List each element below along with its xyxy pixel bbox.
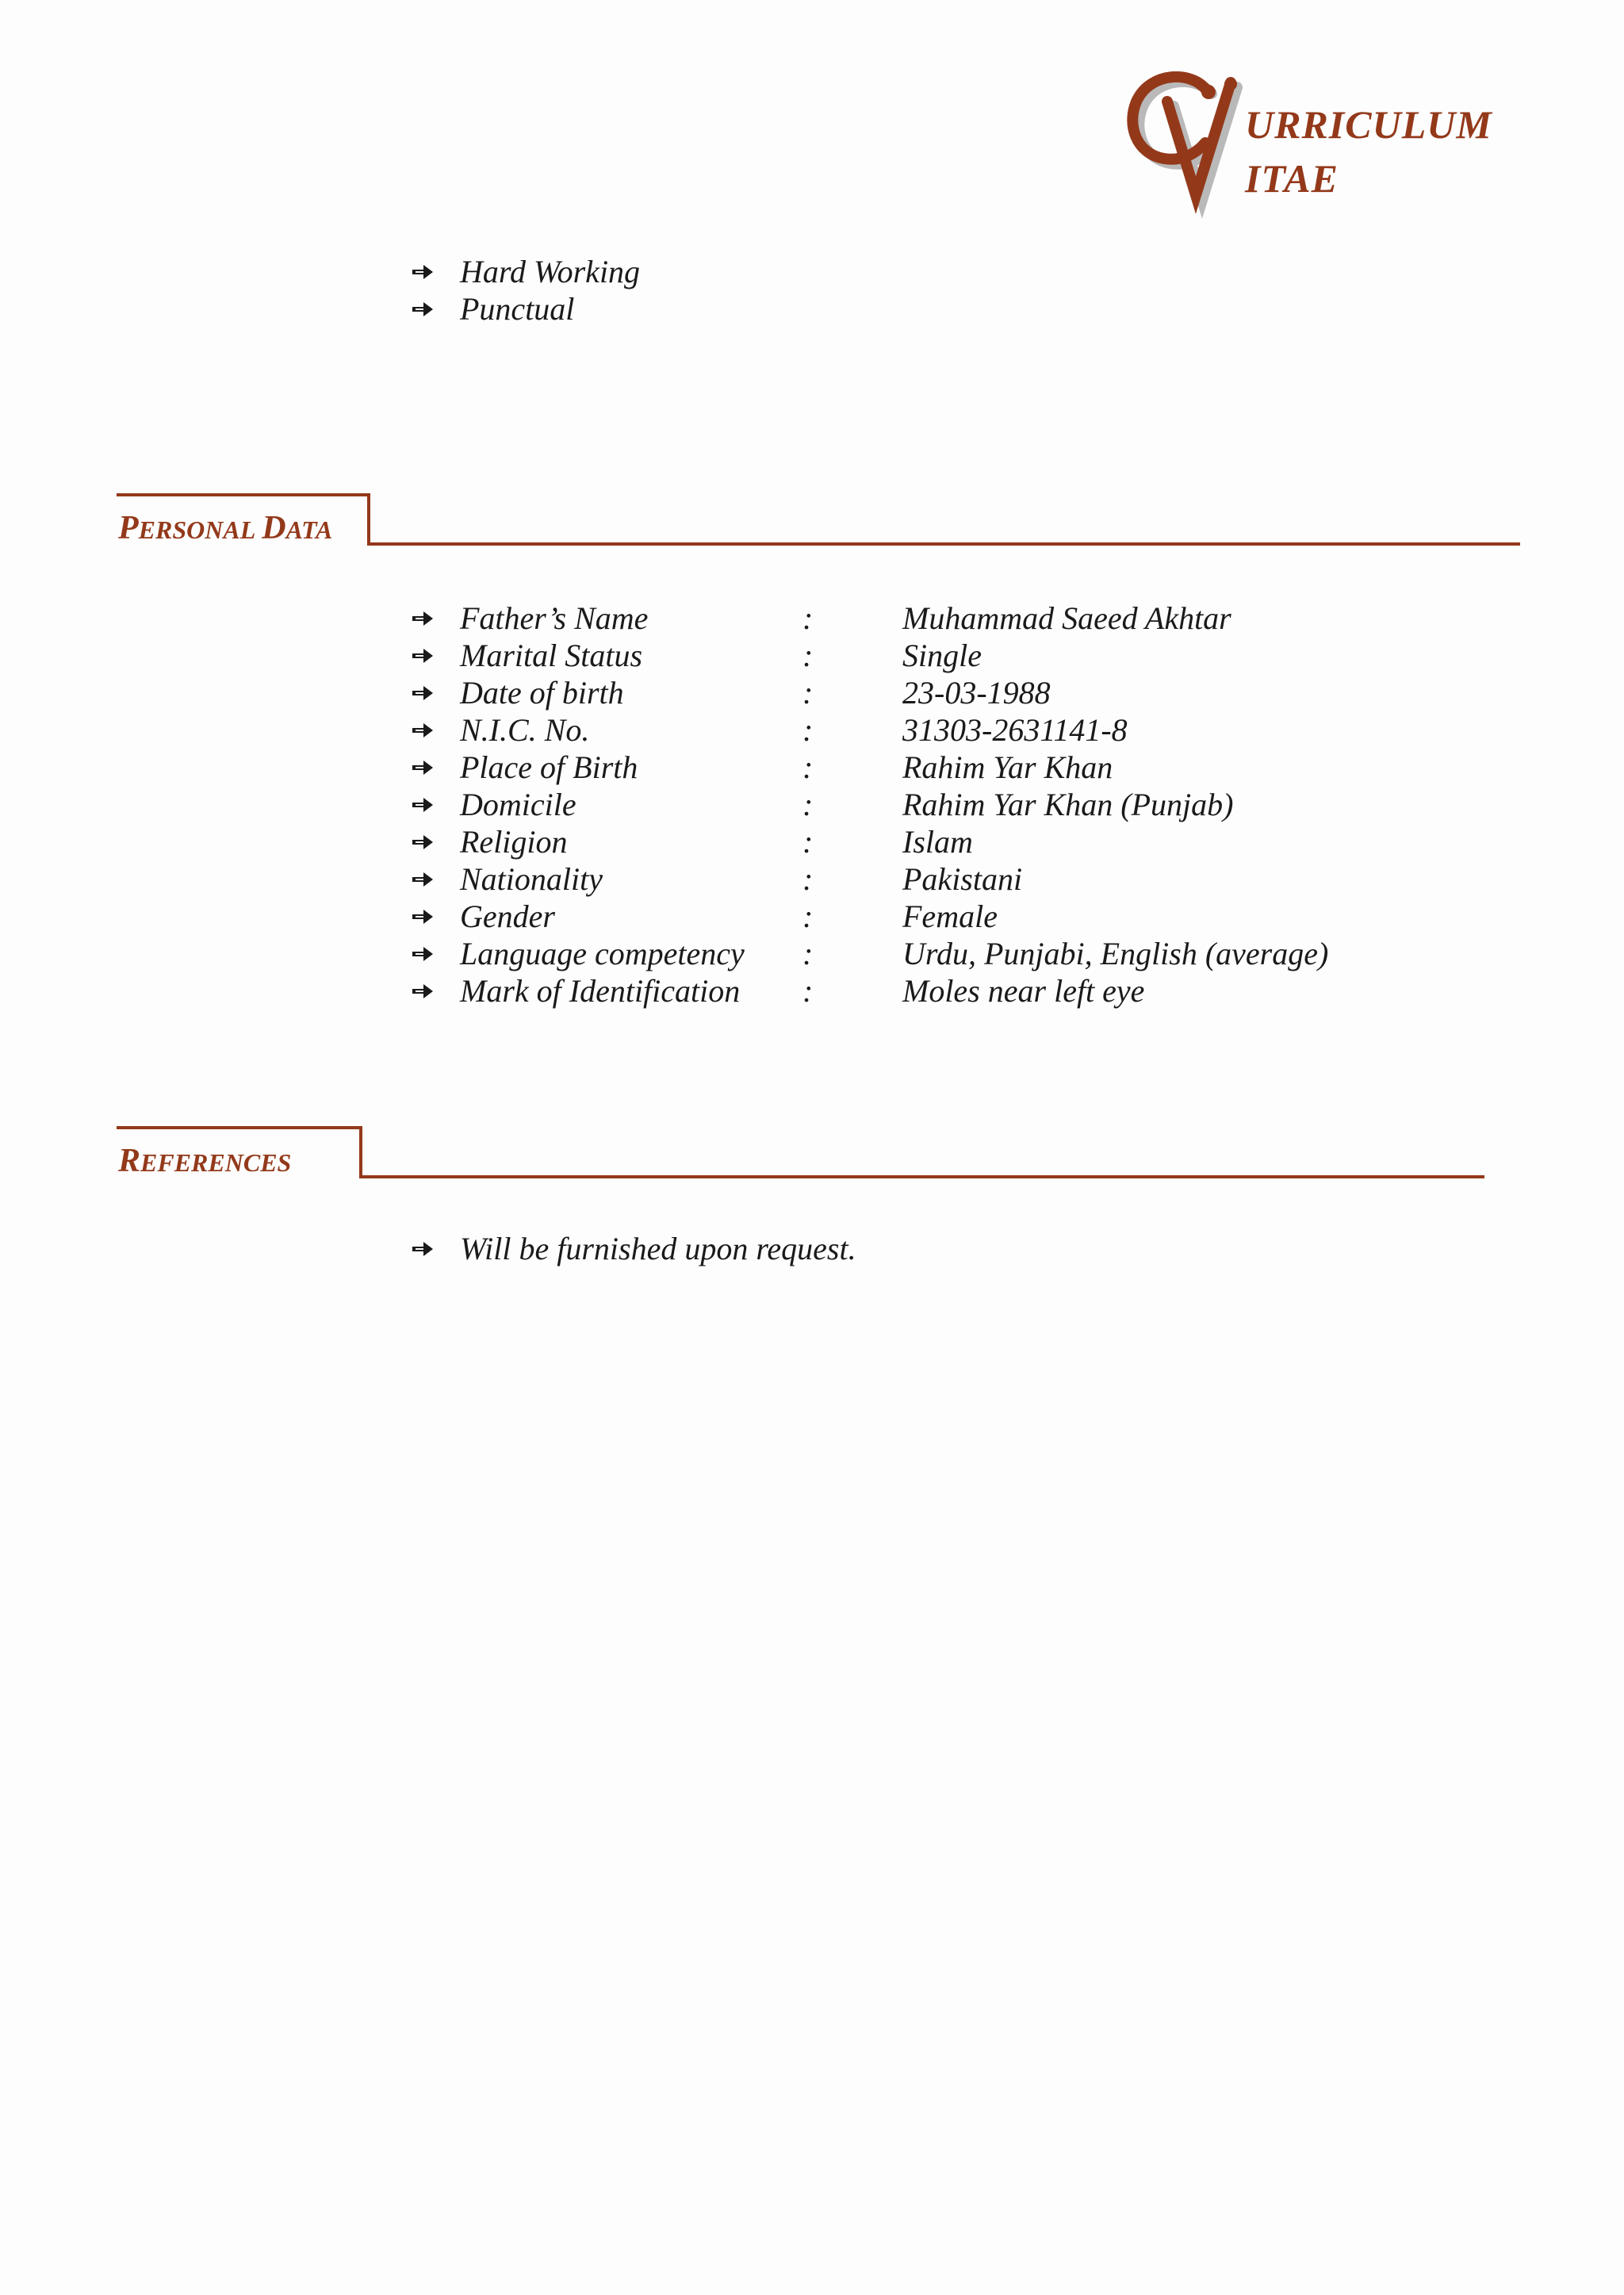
field-label: Domicile xyxy=(460,787,576,822)
field-label: Nationality xyxy=(460,861,603,897)
logo-word-curriculum: URRICULUM xyxy=(1245,102,1492,147)
field-separator: : xyxy=(802,936,814,971)
field-value: Islam xyxy=(902,824,973,860)
field-separator: : xyxy=(802,600,814,636)
field-separator: : xyxy=(802,898,814,934)
field-value: 23-03-1988 xyxy=(902,675,1051,711)
reference-text: Will be furnished upon request. xyxy=(460,1231,856,1266)
logo-word-vitae: ITAE xyxy=(1245,156,1339,201)
field-value: Rahim Yar Khan (Punjab) xyxy=(902,787,1234,822)
field-separator: : xyxy=(802,973,814,1009)
arrow-bullet-icon xyxy=(411,263,435,281)
field-label: Gender xyxy=(460,898,555,934)
arrow-bullet-icon xyxy=(411,871,435,888)
section-header-frame xyxy=(117,1125,1484,1180)
strength-text: Punctual xyxy=(460,291,575,327)
field-value: Pakistani xyxy=(902,861,1023,897)
field-label: Place of Birth xyxy=(460,749,638,785)
field-label: Father’s Name xyxy=(460,600,649,636)
field-label: Date of birth xyxy=(460,675,624,711)
arrow-bullet-icon xyxy=(411,684,435,702)
field-value: Moles near left eye xyxy=(902,973,1145,1009)
field-separator: : xyxy=(802,712,814,748)
field-separator: : xyxy=(802,787,814,822)
field-label: Marital Status xyxy=(460,638,643,673)
cv-monogram-logo xyxy=(1126,71,1245,222)
field-separator: : xyxy=(802,861,814,897)
references-header xyxy=(117,1125,1484,1180)
arrow-bullet-icon xyxy=(411,833,435,851)
field-label: N.I.C. No. xyxy=(460,712,590,748)
section-title: PERSONAL DATA xyxy=(118,510,333,546)
section-title: REFERENCES xyxy=(118,1143,292,1179)
field-value: Muhammad Saeed Akhtar xyxy=(902,600,1231,636)
arrow-bullet-icon xyxy=(411,983,435,1000)
field-value: Single xyxy=(902,638,982,673)
field-separator: : xyxy=(802,824,814,860)
field-separator: : xyxy=(802,638,814,673)
arrow-bullet-icon xyxy=(411,1240,435,1258)
field-value: Female xyxy=(902,898,998,934)
field-value: Urdu, Punjabi, English (average) xyxy=(902,936,1329,971)
personal-data-header xyxy=(117,492,1520,547)
arrow-bullet-icon xyxy=(411,796,435,814)
arrow-bullet-icon xyxy=(411,759,435,776)
field-label: Religion xyxy=(460,824,568,860)
field-value: Rahim Yar Khan xyxy=(902,749,1113,785)
field-label: Language competency xyxy=(460,936,745,971)
field-label: Mark of Identification xyxy=(460,973,741,1009)
strength-text: Hard Working xyxy=(460,254,641,289)
arrow-bullet-icon xyxy=(411,610,435,627)
cv-logo xyxy=(1126,71,1499,222)
field-separator: : xyxy=(802,675,814,711)
field-separator: : xyxy=(802,749,814,785)
arrow-bullet-icon xyxy=(411,647,435,665)
arrow-bullet-icon xyxy=(411,908,435,925)
arrow-bullet-icon xyxy=(411,301,435,318)
arrow-bullet-icon xyxy=(411,945,435,963)
field-value: 31303-2631141-8 xyxy=(902,712,1128,748)
arrow-bullet-icon xyxy=(411,722,435,739)
